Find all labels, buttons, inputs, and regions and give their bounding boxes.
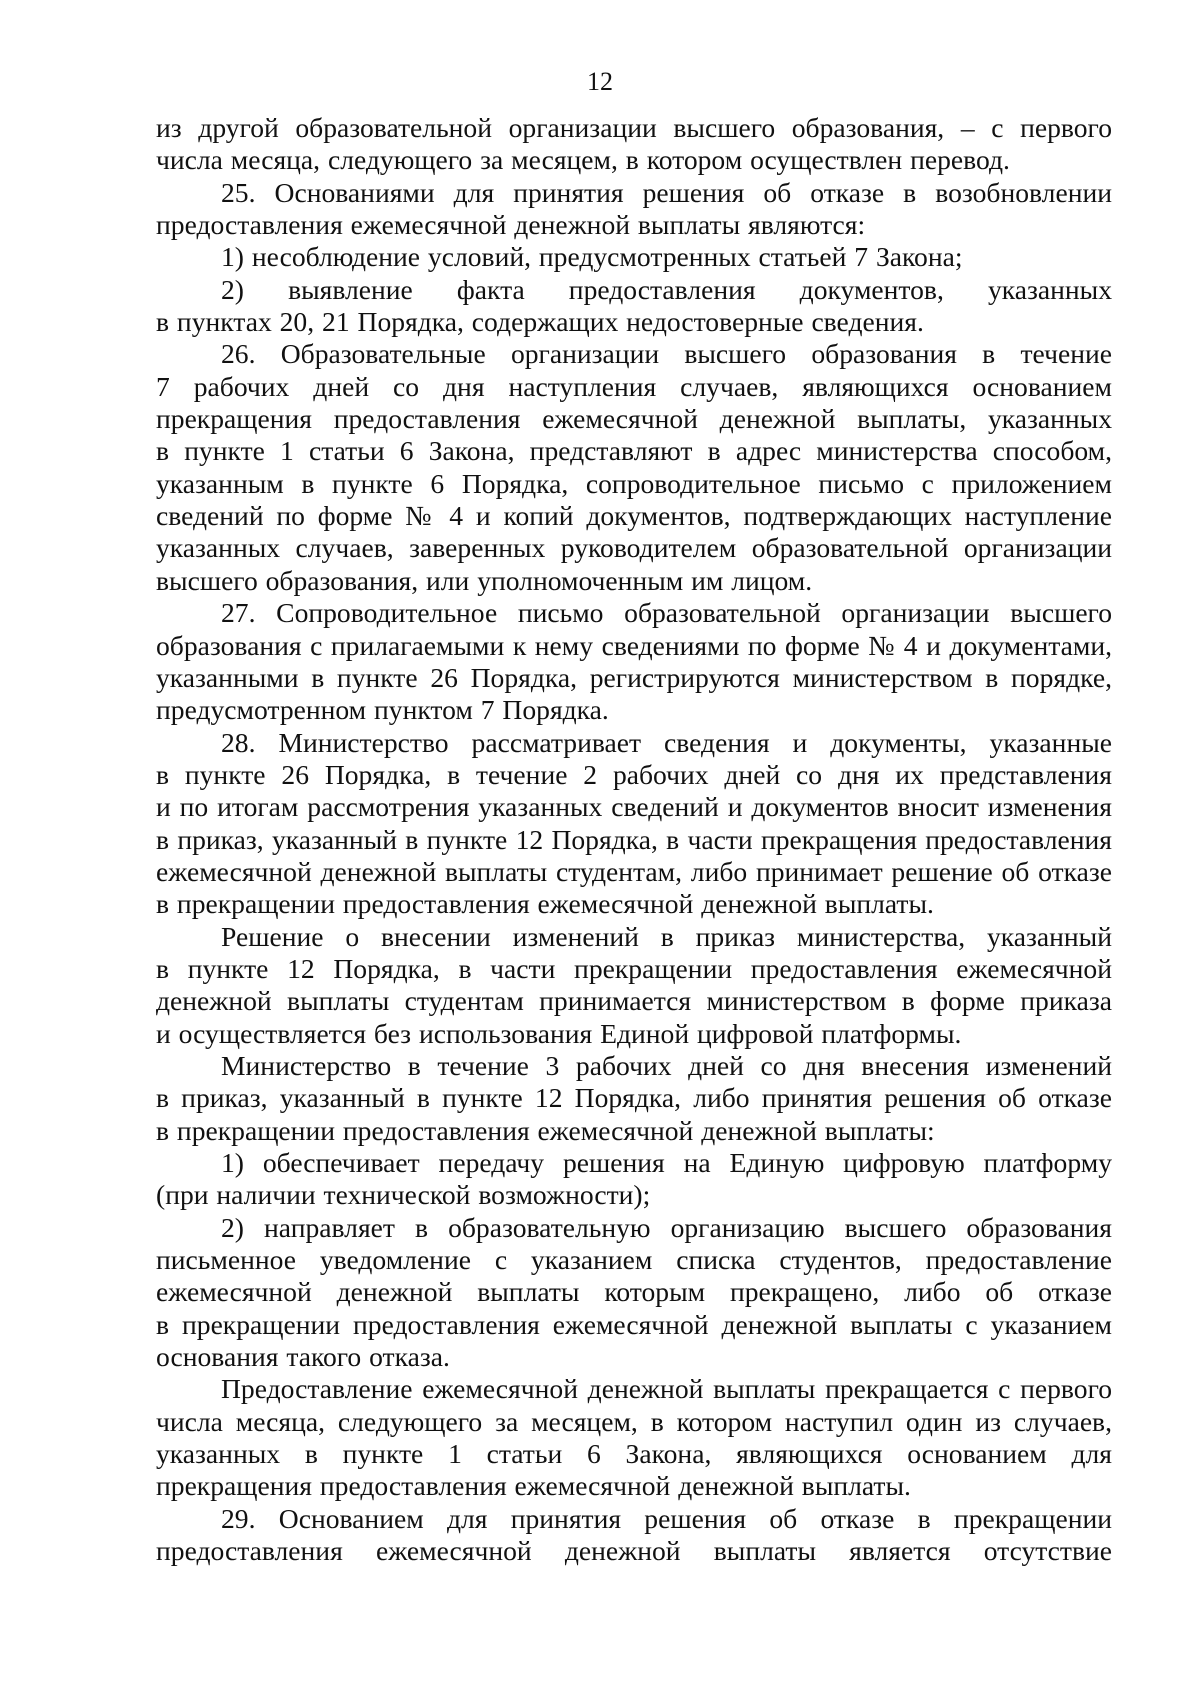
text-line: и осуществляется без использования Единой цифровой платформы. bbox=[156, 1017, 962, 1049]
text-line: ежемесячной денежной выплаты которым прекращено, либо об отказе bbox=[156, 1276, 1112, 1308]
text-line: 28. Министерство рассматривает сведения и документы, указанные bbox=[221, 726, 1112, 758]
document-body bbox=[156, 112, 1112, 1567]
text-line: в приказ, указанный в пункте 12 Порядка, либо принятия решения об отказе bbox=[156, 1082, 1112, 1114]
text-line: в прекращении предоставления ежемесячной денежной выплаты с указанием bbox=[156, 1308, 1112, 1340]
text-line: 25. Основаниями для принятия решения об отказе в возобновлении bbox=[221, 176, 1112, 208]
text-line: указанными в пункте 26 Порядка, регистрируются министерством в порядке, bbox=[156, 661, 1112, 693]
text-line: в пункте 26 Порядка, в течение 2 рабочих дней со дня их представления bbox=[156, 758, 1112, 790]
text-line: (при наличии технической возможности); bbox=[156, 1179, 651, 1211]
text-line: 27. Сопроводительное письмо образовательной организации высшего bbox=[221, 597, 1112, 629]
text-line: сведений по форме № 4 и копий документов, подтверждающих наступление bbox=[156, 500, 1112, 532]
text-line: числа месяца, следующего за месяцем, в котором наступил один из случаев, bbox=[156, 1405, 1112, 1437]
text-line: 1) несоблюдение условий, предусмотренных статьей 7 Закона; bbox=[221, 241, 963, 273]
text-line: в прекращении предоставления ежемесячной денежной выплаты. bbox=[156, 888, 934, 920]
text-line: в пункте 12 Порядка, в части прекращении предоставления ежемесячной bbox=[156, 952, 1112, 984]
text-line: из другой образовательной организации высшего образования, – с первого bbox=[156, 112, 1112, 143]
text-line: предусмотренном пунктом 7 Порядка. bbox=[156, 694, 609, 726]
text-line: образования с прилагаемыми к нему сведениями по форме № 4 и документами, bbox=[156, 629, 1112, 661]
text-line: 7 рабочих дней со дня наступления случаев, являющихся основанием bbox=[156, 370, 1112, 402]
text-line: прекращения предоставления ежемесячной денежной выплаты. bbox=[156, 1470, 911, 1502]
text-line: предоставления ежемесячной денежной выплаты являются: bbox=[156, 209, 866, 241]
text-line: числа месяца, следующего за месяцем, в котором осуществлен перевод. bbox=[156, 144, 1010, 176]
text-line: и по итогам рассмотрения указанных сведений и документов вносит изменения bbox=[156, 791, 1112, 823]
text-line: Решение о внесении изменений в приказ министерства, указанный bbox=[221, 920, 1112, 952]
text-line: в приказ, указанный в пункте 12 Порядка, в части прекращения предоставления bbox=[156, 823, 1112, 855]
text-line: денежной выплаты студентам принимается министерством в форме приказа bbox=[156, 985, 1112, 1017]
text-line: прекращения предоставления ежемесячной денежной выплаты, указанных bbox=[156, 403, 1112, 435]
text-line: письменное уведомление с указанием списка студентов, предоставление bbox=[156, 1244, 1112, 1276]
page-number: 12 bbox=[587, 67, 613, 96]
text-line: 26. Образовательные организации высшего образования в течение bbox=[221, 338, 1112, 370]
text-line: 29. Основанием для принятия решения об отказе в прекращении bbox=[221, 1502, 1112, 1534]
text-line: в прекращении предоставления ежемесячной денежной выплаты: bbox=[156, 1114, 935, 1146]
text-line: 2) направляет в образовательную организацию высшего образования bbox=[221, 1211, 1112, 1243]
text-line: в пункте 1 статьи 6 Закона, представляют в адрес министерства способом, bbox=[156, 435, 1112, 467]
text-line: 1) обеспечивает передачу решения на Единую цифровую платформу bbox=[221, 1147, 1112, 1178]
text-line: высшего образования, или уполномоченным им лицом. bbox=[156, 564, 813, 596]
text-line: Министерство в течение 3 рабочих дней со дня внесения изменений bbox=[221, 1049, 1112, 1081]
text-line: Предоставление ежемесячной денежной выплаты прекращается с первого bbox=[221, 1373, 1112, 1405]
text-line: указанным в пункте 6 Порядка, сопроводительное письмо с приложением bbox=[156, 467, 1112, 499]
text-line: в пунктах 20, 21 Порядка, содержащих недостоверные сведения. bbox=[156, 306, 924, 338]
text-line: указанных случаев, заверенных руководителем образовательной организации bbox=[156, 532, 1112, 564]
text-line: основания такого отказа. bbox=[156, 1341, 450, 1373]
text-line: указанных в пункте 1 статьи 6 Закона, являющихся основанием для bbox=[156, 1438, 1112, 1470]
text-line: предоставления ежемесячной денежной выплаты является отсутствие bbox=[156, 1535, 1112, 1567]
text-line: ежемесячной денежной выплаты студентам, либо принимает решение об отказе bbox=[156, 855, 1112, 887]
text-line: 2) выявление факта предоставления документов, указанных bbox=[221, 273, 1112, 305]
